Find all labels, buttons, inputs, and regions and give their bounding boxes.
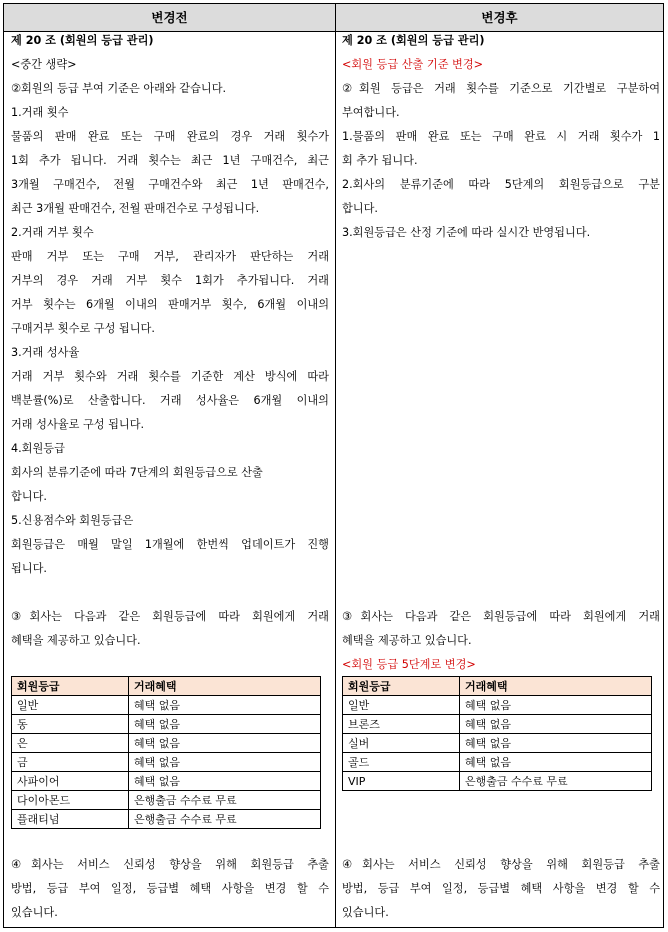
table-row [343, 772, 652, 791]
benefit-cell: 혜택 없음 [460, 734, 652, 753]
text-line: 회 추가 됩니다. [342, 154, 418, 167]
text-line: 제 20 조 (회원의 등급 관리) [342, 34, 485, 47]
benefit-column-header: 거래혜택 [129, 677, 321, 696]
table-row [343, 696, 652, 715]
text-line: 2.거래 거부 횟수 [11, 226, 94, 239]
text-line: 혜택을 제공하고 있습니다. [11, 634, 141, 647]
text-line: 있습니다. [342, 906, 389, 919]
text-line: ④회사는 서비스 신뢰성 향상을 위해 회원등급 추출 [11, 858, 329, 871]
text-line: 1.물품의 판매 완료 또는 구매 완료 시 거래 횟수가 1 [342, 130, 660, 143]
text-line: 2.회사의 분류기준에 따라 5단계의 회원등급으로 구분 [342, 178, 660, 191]
table-row [343, 753, 652, 772]
header-after: 변경후 [481, 10, 518, 25]
grade-cell: 플래티넘 [12, 810, 129, 829]
table-row [12, 791, 321, 810]
text-line: ②회원의 등급 부여 기준은 아래와 같습니다. [11, 82, 227, 95]
text-line: 백분률(%)로 산출합니다. 거래 성사율은 6개월 이내의 [11, 394, 329, 407]
table-row [12, 715, 321, 734]
grade-cell: 일반 [343, 696, 460, 715]
benefit-cell: 혜택 없음 [129, 753, 321, 772]
text-line: 회원등급은 매월 말일 1개월에 한번씩 업데이트가 진행 [11, 538, 329, 551]
text-line: 거래 거부 횟수와 거래 횟수를 기준한 계산 방식에 따라 [11, 370, 329, 383]
grade-cell: 일반 [12, 696, 129, 715]
text-line: 판매 거부 또는 구매 거부, 관리자가 판단하는 거래 [11, 250, 329, 263]
text-line: 혜택을 제공하고 있습니다. [342, 634, 472, 647]
text-line: 1회 추가 됩니다. 거래 횟수는 최근 1년 구매건수, 최근 [11, 154, 329, 167]
grade-cell: 사파이어 [12, 772, 129, 791]
benefit-cell: 혜택 없음 [460, 715, 652, 734]
text-line: <회원 등급 산출 기준 변경> [342, 58, 484, 71]
text-line: 됩니다. [11, 562, 47, 575]
grade-benefit-table [11, 676, 321, 829]
benefit-cell: 혜택 없음 [129, 715, 321, 734]
text-line: 구매거부 횟수로 구성 됩니다. [11, 322, 155, 335]
grade-column-header: 회원등급 [343, 677, 460, 696]
text-line: 5.신용점수와 회원등급은 [11, 514, 134, 527]
grade-cell: 다이아몬드 [12, 791, 129, 810]
text-line: 있습니다. [11, 906, 58, 919]
text-line: 3.회원등급은 산정 기준에 따라 실시간 반영됩니다. [342, 226, 591, 239]
grade-cell: 동 [12, 715, 129, 734]
text-line: 최근 3개월 판매건수, 전월 판매건수로 구성됩니다. [11, 202, 260, 215]
benefit-cell: 은행출금 수수료 무료 [460, 772, 652, 791]
grade-column-header: 회원등급 [12, 677, 129, 696]
text-line: 3.거래 성사율 [11, 346, 80, 359]
text-line: 거래 성사율로 구성 됩니다. [11, 418, 145, 431]
column-divider [335, 4, 336, 927]
header-before: 변경전 [151, 10, 188, 25]
text-line: 방법, 등급 부여 일정, 등급별 혜택 사항을 변경 할 수 [342, 882, 660, 895]
benefit-cell: 은행출금 수수료 무료 [129, 810, 321, 829]
text-line: 합니다. [342, 202, 378, 215]
grade-cell: 은 [12, 734, 129, 753]
benefit-cell: 혜택 없음 [129, 734, 321, 753]
table-row [12, 696, 321, 715]
benefit-cell: 은행출금 수수료 무료 [129, 791, 321, 810]
grade-cell: 브론즈 [343, 715, 460, 734]
comparison-table [3, 3, 664, 928]
benefit-column-header: 거래혜택 [460, 677, 652, 696]
table-row [12, 734, 321, 753]
benefit-cell: 혜택 없음 [129, 696, 321, 715]
text-line: 제 20 조 (회원의 등급 관리) [11, 34, 154, 47]
benefit-cell: 혜택 없음 [460, 696, 652, 715]
text-line: 4.회원등급 [11, 442, 65, 455]
grade-benefit-table [342, 676, 652, 791]
text-line: 회사의 분류기준에 따라 7단계의 회원등급으로 산출 [11, 466, 263, 479]
text-line: 부여합니다. [342, 106, 400, 119]
table-row [343, 734, 652, 753]
text-line: 거부의 경우 거래 거부 횟수 1회가 추가됩니다. 거래 [11, 274, 329, 287]
table-row [12, 810, 321, 829]
text-line: <중간 생략> [11, 58, 77, 71]
grade-cell: 금 [12, 753, 129, 772]
text-line: 거부 횟수는 6개월 이내의 판매거부 횟수, 6개월 이내의 [11, 298, 329, 311]
grade-cell: 실버 [343, 734, 460, 753]
text-line: ②회원 등급은 거래 횟수를 기준으로 기간별로 구분하여 [342, 82, 660, 95]
text-line: ④회사는 서비스 신뢰성 향상을 위해 회원등급 추출 [342, 858, 660, 871]
table-row [12, 753, 321, 772]
grade-cell: VIP [343, 772, 460, 791]
benefit-cell: 혜택 없음 [129, 772, 321, 791]
text-line: ③회사는 다음과 같은 회원등급에 따라 회원에게 거래 [342, 610, 660, 623]
text-line: 합니다. [11, 490, 47, 503]
text-line: ③회사는 다음과 같은 회원등급에 따라 회원에게 거래 [11, 610, 329, 623]
table-row [343, 715, 652, 734]
grade-cell: 골드 [343, 753, 460, 772]
text-line: 물품의 판매 완료 또는 구매 완료의 경우 거래 횟수가 [11, 130, 329, 143]
table-row [12, 772, 321, 791]
text-line: 3개월 구매건수, 전월 구매건수와 최근 1년 판매건수, [11, 178, 329, 191]
text-line: 방법, 등급 부여 일정, 등급별 혜택 사항을 변경 할 수 [11, 882, 329, 895]
text-line: <회원 등급 5단계로 변경> [342, 658, 476, 671]
text-line: 1.거래 횟수 [11, 106, 69, 119]
benefit-cell: 혜택 없음 [460, 753, 652, 772]
